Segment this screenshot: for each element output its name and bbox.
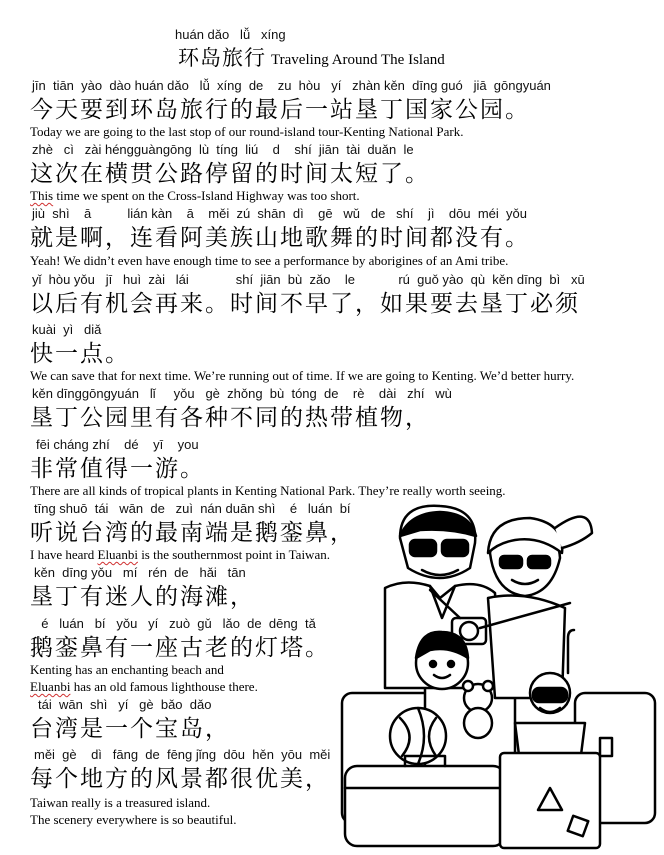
snorkel-tube (568, 630, 574, 673)
chinese-line-8: 听说台湾的最南端是鹅銮鼻， (30, 520, 355, 546)
spellcheck-word: Eluanbi (30, 679, 71, 694)
english-line-8-end: is the southernmost point in Taiwan. (137, 547, 330, 562)
spellcheck-word: Eluanbi (97, 547, 138, 562)
english-line-12a: Taiwan really is a treasured island. (30, 795, 211, 810)
english-line-10a: Kenting has an enchanting beach and (30, 662, 224, 677)
english-line-10b (30, 679, 258, 695)
girl-eye (430, 661, 436, 667)
english-line-7: There are all kinds of tropical plants in Kenting National Park. They’re really worth seeing. (30, 483, 506, 498)
chinese-line-2: 这次在横贯公路停留的时间太短了。 (30, 161, 430, 187)
pinyin-line-4: yǐ hòu yǒu jī huì zài lái shí jiān bù zǎo le rú guǒ yào qù kěn dīng bì xū (32, 272, 585, 287)
chinese-line-6: 垦丁公园里有各种不同的热带植物， (30, 405, 430, 431)
chinese-line-12: 每个地方的风景都很优美， (30, 766, 330, 792)
boy-goggles (533, 688, 567, 702)
pinyin-line-12: měi gè dì fāng de fēng jǐng dōu hěn yōu měi (34, 747, 331, 762)
chinese-line-3: 就是啊，连看阿美族山地歌舞的时间都没有。 (30, 225, 530, 251)
pinyin-line-9: kěn dīng yǒu mí rén de hǎi tān (34, 565, 246, 580)
english-line-2 (30, 188, 360, 204)
pinyin-line-1: jīn tiān yào dào huán dǎo lǚ xíng de zu hòu yí zhàn kěn dīng guó jiā gōngyuán (32, 78, 551, 93)
pinyin-line-3: jiù shì ā lián kàn ā měi zú shān dì gē wǔ de shí jì dōu méi yǒu (32, 206, 527, 221)
girl-eye (448, 661, 454, 667)
woman-sunglasses (500, 556, 522, 568)
pinyin-line-11: tái wān shì yí gè bǎo dǎo (38, 697, 212, 712)
square-sticker (568, 816, 589, 837)
english-line-12b: The scenery everywhere is so beautiful. (30, 812, 237, 827)
pinyin-line-8: tīng shuō tái wān de zuì nán duān shì é luán bí (34, 501, 351, 516)
man-sunglasses (410, 540, 436, 556)
teddy-bear-body (464, 708, 492, 738)
english-line-3: Yeah! We didn’t even have enough time to see a performance by aborigines of an Ami tribe. (30, 253, 509, 268)
chinese-line-7: 非常值得一游。 (30, 456, 205, 482)
title-pinyin: huán dǎo lǚ xíng (175, 27, 286, 42)
pinyin-line-7: fēi cháng zhí dé yī you (36, 437, 199, 452)
chinese-line-10: 鹅銮鼻有一座古老的灯塔。 (30, 635, 330, 661)
suitcase-front (345, 766, 505, 846)
english-line-1: Today we are going to the last stop of our round-island tour-Kenting National Park. (30, 124, 464, 139)
english-line-8-start: I have heard (30, 547, 98, 562)
title-chinese: 环岛旅行 (178, 46, 266, 70)
english-line-10b-rest: has an old famous lighthouse there. (70, 679, 258, 694)
english-line-5: We can save that for next time. We’re running out of time. If we are going to Kenting. We’d better hurry. (30, 368, 575, 383)
camera-lens (460, 622, 478, 640)
pinyin-line-6: kěn dīnggōngyuán lǐ yǒu gè zhǒng bù tóng de rè dài zhí wù (32, 386, 452, 401)
english-line-2-rest: time we spent on the Cross-Island Highway was too short. (53, 188, 360, 203)
spellcheck-word: This (30, 188, 54, 203)
suitcase-latch (600, 738, 612, 756)
pinyin-line-5: kuài yì diǎ (32, 322, 102, 337)
man-sunglasses-right (442, 540, 468, 556)
woman-hat-brim (555, 517, 592, 548)
chinese-line-1: 今天要到环岛旅行的最后一站垦丁国家公园。 (30, 97, 530, 123)
chinese-line-11: 台湾是一个宝岛， (30, 716, 230, 742)
pinyin-line-2: zhè cì zài héngguàngōng lù tíng liú d shí jiān tài duǎn le (32, 142, 414, 157)
pinyin-line-10: é luán bí yǒu yí zuò gǔ lǎo de dēng tǎ (34, 616, 316, 631)
tourist-family-illustration (330, 498, 660, 850)
teddy-bear-ear (463, 681, 473, 691)
woman-sunglasses-right (528, 556, 550, 568)
chinese-line-4: 以后有机会再来。时间不早了，如果要去垦丁必须 (30, 291, 580, 317)
title-english: Traveling Around The Island (271, 52, 445, 68)
english-line-8 (30, 547, 330, 563)
chinese-line-9: 垦丁有迷人的海滩， (30, 584, 255, 610)
chinese-line-5: 快一点。 (30, 341, 130, 367)
teddy-bear-ear (483, 681, 493, 691)
